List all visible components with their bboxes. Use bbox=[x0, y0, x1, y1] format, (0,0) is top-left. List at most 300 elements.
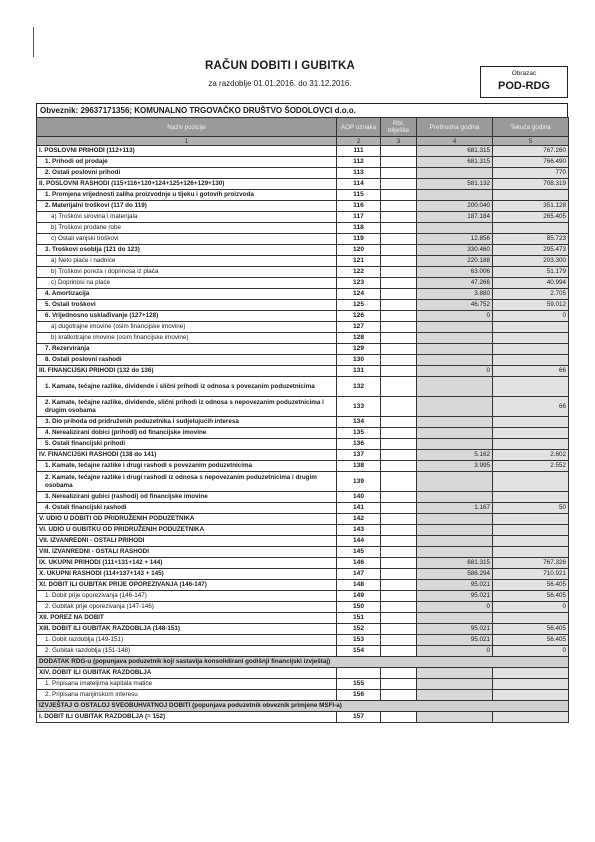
aop-code: 150 bbox=[337, 602, 381, 613]
table-row bbox=[37, 397, 569, 417]
position-name: I. DOBIT ILI GUBITAK RAZDOBLJA (= 152) bbox=[37, 712, 337, 723]
position-name: VIII. IZVANREDNI - OSTALI RASHODI bbox=[37, 547, 337, 558]
note-ref bbox=[381, 157, 417, 168]
current-year-value: 66 bbox=[493, 366, 569, 377]
table-row bbox=[37, 525, 569, 536]
position-name: 1. Promjena vrijednosti zaliha proizvodnje u tijeku i gotovih proizvoda bbox=[37, 190, 337, 201]
position-name: b) Troškovi poreza i doprinosa iz plaća bbox=[37, 267, 337, 278]
prior-year-value: 187.184 bbox=[417, 212, 493, 223]
prior-year-value: 3.880 bbox=[417, 289, 493, 300]
current-year-value: 767.260 bbox=[493, 146, 569, 157]
table-row bbox=[37, 428, 569, 439]
aop-code: 133 bbox=[337, 397, 381, 417]
aop-code: 129 bbox=[337, 344, 381, 355]
position-name: 4. Amortizacija bbox=[37, 289, 337, 300]
table-row bbox=[37, 668, 569, 679]
position-name: V. UDIO U DOBITI OD PRIDRUŽENIH PODUZETNIKA bbox=[37, 514, 337, 525]
current-year-value: 2.602 bbox=[493, 450, 569, 461]
note-ref bbox=[381, 450, 417, 461]
position-name: a) Neto plaće i nadnice bbox=[37, 256, 337, 267]
note-ref bbox=[381, 503, 417, 514]
table-row bbox=[37, 212, 569, 223]
current-year-value: 51.179 bbox=[493, 267, 569, 278]
note-ref bbox=[381, 397, 417, 417]
table-row bbox=[37, 179, 569, 190]
aop-code: 120 bbox=[337, 245, 381, 256]
col-index: 4 bbox=[417, 137, 493, 146]
position-name: 1. Kamate, tečajne razlike i drugi rashodi s povezanim poduzetnicima bbox=[37, 461, 337, 472]
aop-code: 135 bbox=[337, 428, 381, 439]
aop-code: 156 bbox=[337, 690, 381, 701]
position-name: 2. Kamate, tečajne razlike i drugi rashodi iz odnosa s nepovezanim poduzetnicima i drugim osobama bbox=[37, 472, 337, 492]
prior-year-value: 63.006 bbox=[417, 267, 493, 278]
current-year-value bbox=[493, 613, 569, 624]
aop-code: 117 bbox=[337, 212, 381, 223]
note-ref bbox=[381, 428, 417, 439]
table-row bbox=[37, 439, 569, 450]
note-ref bbox=[381, 602, 417, 613]
table-row bbox=[37, 146, 569, 157]
aop-code: 143 bbox=[337, 525, 381, 536]
note-ref bbox=[381, 492, 417, 503]
table-row bbox=[37, 461, 569, 472]
table-row bbox=[37, 635, 569, 646]
position-name: VI. UDIO U GUBITKU OD PRIDRUŽENIH PODUZETNIKA bbox=[37, 525, 337, 536]
prior-year-value bbox=[417, 547, 493, 558]
prior-year-value: 681.315 bbox=[417, 558, 493, 569]
current-year-value: 265.405 bbox=[493, 212, 569, 223]
position-name: IV. FINANCIJSKI RASHODI (138 do 141) bbox=[37, 450, 337, 461]
current-year-value: 767.326 bbox=[493, 558, 569, 569]
aop-code: 128 bbox=[337, 333, 381, 344]
prior-year-value bbox=[417, 190, 493, 201]
current-year-value: 295.473 bbox=[493, 245, 569, 256]
note-ref bbox=[381, 245, 417, 256]
current-year-value: 2.705 bbox=[493, 289, 569, 300]
col-header-naziv: Naziv pozicije bbox=[37, 118, 337, 137]
table-row bbox=[37, 366, 569, 377]
aop-code: 145 bbox=[337, 547, 381, 558]
aop-code: 140 bbox=[337, 492, 381, 503]
note-ref bbox=[381, 613, 417, 624]
note-ref bbox=[381, 525, 417, 536]
table-row bbox=[37, 256, 569, 267]
section-title: IZVJEŠTAJ O OSTALOJ SVEOBUHVATNOJ DOBITI (popunjava poduzetnik obveznik primjene MSFI-a) bbox=[37, 701, 569, 712]
aop-code bbox=[337, 668, 381, 679]
col-header-prethodna: Prethodna godina bbox=[417, 118, 493, 137]
note-ref bbox=[381, 179, 417, 190]
current-year-value: 0 bbox=[493, 602, 569, 613]
prior-year-value bbox=[417, 344, 493, 355]
note-ref bbox=[381, 322, 417, 333]
prior-year-value: 95.021 bbox=[417, 591, 493, 602]
position-name: b) kratkotrajne imovine (osim financijske imovine) bbox=[37, 333, 337, 344]
column-index-row bbox=[37, 137, 569, 146]
note-ref bbox=[381, 311, 417, 322]
position-name: 3. Troškovi osoblja (121 do 123) bbox=[37, 245, 337, 256]
table-row bbox=[37, 168, 569, 179]
aop-code: 124 bbox=[337, 289, 381, 300]
section-row bbox=[37, 657, 569, 668]
prior-year-value bbox=[417, 333, 493, 344]
prior-year-value: 681.315 bbox=[417, 146, 493, 157]
table-row bbox=[37, 602, 569, 613]
prior-year-value: 200.040 bbox=[417, 201, 493, 212]
note-ref bbox=[381, 461, 417, 472]
position-name: XIII. DOBIT ILI GUBITAK RAZDOBLJA (148-151) bbox=[37, 624, 337, 635]
position-name: c) Doprinosi na plaće bbox=[37, 278, 337, 289]
table-row bbox=[37, 190, 569, 201]
current-year-value bbox=[493, 322, 569, 333]
note-ref bbox=[381, 679, 417, 690]
note-ref bbox=[381, 624, 417, 635]
aop-code: 115 bbox=[337, 190, 381, 201]
prior-year-value: 46.752 bbox=[417, 300, 493, 311]
form-code: POD-RDG bbox=[498, 80, 550, 92]
table-row bbox=[37, 417, 569, 428]
prior-year-value: 220.188 bbox=[417, 256, 493, 267]
table-row bbox=[37, 472, 569, 492]
prior-year-value bbox=[417, 355, 493, 366]
col-index: 3 bbox=[381, 137, 417, 146]
prior-year-value bbox=[417, 690, 493, 701]
prior-year-value bbox=[417, 679, 493, 690]
position-name: 3. Nerealizirani gubici (rashodi) od financijske imovine bbox=[37, 492, 337, 503]
note-ref bbox=[381, 417, 417, 428]
aop-code: 111 bbox=[337, 146, 381, 157]
col-index: 5 bbox=[493, 137, 569, 146]
current-year-value: 66 bbox=[493, 397, 569, 417]
prior-year-value: 95.021 bbox=[417, 580, 493, 591]
table-row bbox=[37, 503, 569, 514]
position-name: X. UKUPNI RASHODI (114+137+143 + 145) bbox=[37, 569, 337, 580]
current-year-value bbox=[493, 679, 569, 690]
table-row bbox=[37, 690, 569, 701]
current-year-value bbox=[493, 536, 569, 547]
prior-year-value: 586.294 bbox=[417, 569, 493, 580]
position-name: 6. Vrijednosno usklađivanje (127+128) bbox=[37, 311, 337, 322]
prior-year-value: 0 bbox=[417, 602, 493, 613]
table-row bbox=[37, 234, 569, 245]
prior-year-value: 0 bbox=[417, 311, 493, 322]
note-ref bbox=[381, 256, 417, 267]
aop-code: 113 bbox=[337, 168, 381, 179]
prior-year-value: 330.460 bbox=[417, 245, 493, 256]
current-year-value bbox=[493, 377, 569, 397]
table-row bbox=[37, 591, 569, 602]
note-ref bbox=[381, 333, 417, 344]
prior-year-value bbox=[417, 439, 493, 450]
note-ref bbox=[381, 668, 417, 679]
table-row bbox=[37, 646, 569, 657]
note-ref bbox=[381, 591, 417, 602]
aop-code: 119 bbox=[337, 234, 381, 245]
position-name: 1. Dobit razdoblja (149-151) bbox=[37, 635, 337, 646]
aop-code: 147 bbox=[337, 569, 381, 580]
position-name: 2. Gubitak prije oporezivanja (147-146) bbox=[37, 602, 337, 613]
aop-code: 134 bbox=[337, 417, 381, 428]
aop-code: 116 bbox=[337, 201, 381, 212]
table-row bbox=[37, 377, 569, 397]
note-ref bbox=[381, 366, 417, 377]
position-name: 3. Dio prihoda od pridruženih poduzetnika i sudjelujućih interesa bbox=[37, 417, 337, 428]
table-row bbox=[37, 679, 569, 690]
position-name: 1. Prihodi od prodaje bbox=[37, 157, 337, 168]
note-ref bbox=[381, 344, 417, 355]
position-name: 5. Ostali financijski prihodi bbox=[37, 439, 337, 450]
current-year-value: 59.012 bbox=[493, 300, 569, 311]
prior-year-value: 681.315 bbox=[417, 157, 493, 168]
prior-year-value bbox=[417, 536, 493, 547]
current-year-value: 50 bbox=[493, 503, 569, 514]
note-ref bbox=[381, 580, 417, 591]
note-ref bbox=[381, 289, 417, 300]
aop-code: 157 bbox=[337, 712, 381, 723]
prior-year-value bbox=[417, 472, 493, 492]
table-row bbox=[37, 267, 569, 278]
col-header-biljeska: Rbr. bilješke bbox=[381, 118, 417, 137]
position-name: a) dugotrajne imovine (osim financijske imovine) bbox=[37, 322, 337, 333]
current-year-value bbox=[493, 344, 569, 355]
note-ref bbox=[381, 190, 417, 201]
aop-code: 132 bbox=[337, 377, 381, 397]
prior-year-value bbox=[417, 525, 493, 536]
section-title: DODATAK RDG-u (popunjava poduzetnik koji sastavlja konsolidirani godišnji financijski izvještaj) bbox=[37, 657, 569, 668]
aop-code: 141 bbox=[337, 503, 381, 514]
aop-code: 118 bbox=[337, 223, 381, 234]
aop-code: 142 bbox=[337, 514, 381, 525]
table-row bbox=[37, 278, 569, 289]
position-name: VII. IZVANREDNI - OSTALI PRIHODI bbox=[37, 536, 337, 547]
prior-year-value: 12.856 bbox=[417, 234, 493, 245]
table-row bbox=[37, 289, 569, 300]
table-row bbox=[37, 558, 569, 569]
note-ref bbox=[381, 201, 417, 212]
table-row bbox=[37, 223, 569, 234]
table-row bbox=[37, 624, 569, 635]
current-year-value: 40.994 bbox=[493, 278, 569, 289]
current-year-value bbox=[493, 439, 569, 450]
position-name: b) Troškovi prodane robe bbox=[37, 223, 337, 234]
current-year-value: 708.319 bbox=[493, 179, 569, 190]
prior-year-value bbox=[417, 322, 493, 333]
position-name: 2. Kamate, tečajne razlike, dividende, slični prihodi iz odnosa s nepovezanim poduzetnicima i drugim osobama bbox=[37, 397, 337, 417]
current-year-value: 710.921 bbox=[493, 569, 569, 580]
table-row bbox=[37, 613, 569, 624]
current-year-value: 0 bbox=[493, 646, 569, 657]
prior-year-value bbox=[417, 397, 493, 417]
position-name: 7. Rezerviranja bbox=[37, 344, 337, 355]
current-year-value bbox=[493, 525, 569, 536]
current-year-value bbox=[493, 712, 569, 723]
prior-year-value: 3.995 bbox=[417, 461, 493, 472]
position-name: 4. Nerealizirani dobici (prihodi) od financijske imovine bbox=[37, 428, 337, 439]
table-row bbox=[37, 355, 569, 366]
current-year-value: 85.723 bbox=[493, 234, 569, 245]
position-name: XIV. DOBIT ILI GUBITAK RAZDOBLJA bbox=[37, 668, 337, 679]
prior-year-value bbox=[417, 514, 493, 525]
position-name: 2. Ostali poslovni prihodi bbox=[37, 168, 337, 179]
report-period: za razdoblje 01.01.2016. do 31.12.2016. bbox=[208, 79, 352, 88]
current-year-value bbox=[493, 472, 569, 492]
taxpayer-line: Obveznik: 29637171356; KOMUNALNO TRGOVAČKO DRUŠTVO ŠODOLOVCI d.o.o. bbox=[36, 103, 568, 117]
position-name: 4. Ostali financijski rashodi bbox=[37, 503, 337, 514]
current-year-value: 351.128 bbox=[493, 201, 569, 212]
position-name: XII. POREZ NA DOBIT bbox=[37, 613, 337, 624]
current-year-value: 2.552 bbox=[493, 461, 569, 472]
note-ref bbox=[381, 712, 417, 723]
table-row bbox=[37, 157, 569, 168]
current-year-value: 56.405 bbox=[493, 580, 569, 591]
current-year-value bbox=[493, 190, 569, 201]
current-year-value: 56.405 bbox=[493, 635, 569, 646]
aop-code: 146 bbox=[337, 558, 381, 569]
note-ref bbox=[381, 377, 417, 397]
current-year-value bbox=[493, 492, 569, 503]
table-row bbox=[37, 580, 569, 591]
aop-code: 154 bbox=[337, 646, 381, 657]
prior-year-value: 0 bbox=[417, 366, 493, 377]
current-year-value bbox=[493, 428, 569, 439]
form-code-box bbox=[480, 66, 568, 98]
col-header-aop: AOP oznaka bbox=[337, 118, 381, 137]
table-row bbox=[37, 201, 569, 212]
current-year-value bbox=[493, 547, 569, 558]
note-ref bbox=[381, 646, 417, 657]
position-name: 8. Ostali poslovni rashodi bbox=[37, 355, 337, 366]
aop-code: 155 bbox=[337, 679, 381, 690]
prior-year-value: 5.162 bbox=[417, 450, 493, 461]
position-name: XI. DOBIT ILI GUBITAK PRIJE OPOREZIVANJA (146-147) bbox=[37, 580, 337, 591]
note-ref bbox=[381, 234, 417, 245]
note-ref bbox=[381, 278, 417, 289]
aop-code: 138 bbox=[337, 461, 381, 472]
prior-year-value bbox=[417, 613, 493, 624]
aop-code: 152 bbox=[337, 624, 381, 635]
current-year-value bbox=[493, 333, 569, 344]
aop-code: 125 bbox=[337, 300, 381, 311]
prior-year-value: 95.021 bbox=[417, 635, 493, 646]
aop-code: 136 bbox=[337, 439, 381, 450]
col-index: 1 bbox=[37, 137, 337, 146]
table-row bbox=[37, 322, 569, 333]
note-ref bbox=[381, 439, 417, 450]
table-row bbox=[37, 514, 569, 525]
current-year-value bbox=[493, 690, 569, 701]
current-year-value bbox=[493, 355, 569, 366]
prior-year-value bbox=[417, 428, 493, 439]
position-name: 2. Gubitak razdoblja (151-148) bbox=[37, 646, 337, 657]
prior-year-value bbox=[417, 417, 493, 428]
prior-year-value bbox=[417, 712, 493, 723]
aop-code: 148 bbox=[337, 580, 381, 591]
prior-year-value: 95.021 bbox=[417, 624, 493, 635]
position-name: IX. UKUPNI PRIHODI (111+131+142 + 144) bbox=[37, 558, 337, 569]
table-row bbox=[37, 547, 569, 558]
position-name: 1. Kamate, tečajne razlike, dividende i slični prihodi iz odnosa s povezanim poduzetnicima bbox=[37, 377, 337, 397]
prior-year-value: 581.132 bbox=[417, 179, 493, 190]
aop-code: 123 bbox=[337, 278, 381, 289]
aop-code: 131 bbox=[337, 366, 381, 377]
aop-code: 153 bbox=[337, 635, 381, 646]
note-ref bbox=[381, 547, 417, 558]
note-ref bbox=[381, 690, 417, 701]
aop-code: 137 bbox=[337, 450, 381, 461]
page-title: RAČUN DOBITI I GUBITKA bbox=[204, 60, 356, 72]
col-index: 2 bbox=[337, 137, 381, 146]
note-ref bbox=[381, 300, 417, 311]
aop-code: 144 bbox=[337, 536, 381, 547]
col-header-tekuca: Tekuća godina bbox=[493, 118, 569, 137]
table-row bbox=[37, 536, 569, 547]
current-year-value bbox=[493, 417, 569, 428]
aop-code: 139 bbox=[337, 472, 381, 492]
aop-code: 121 bbox=[337, 256, 381, 267]
current-year-value: 56.405 bbox=[493, 591, 569, 602]
table-header-row bbox=[37, 118, 569, 137]
table-row bbox=[37, 344, 569, 355]
current-year-value: 56.405 bbox=[493, 624, 569, 635]
income-statement-table bbox=[36, 117, 569, 723]
note-ref bbox=[381, 146, 417, 157]
position-name: 2. Materijalni troškovi (117 do 119) bbox=[37, 201, 337, 212]
position-name: 1. Dobit prije oporezivanja (146-147) bbox=[37, 591, 337, 602]
current-year-value: 770 bbox=[493, 168, 569, 179]
prior-year-value: 1.167 bbox=[417, 503, 493, 514]
table-row bbox=[37, 492, 569, 503]
note-ref bbox=[381, 569, 417, 580]
note-ref bbox=[381, 212, 417, 223]
aop-code: 130 bbox=[337, 355, 381, 366]
note-ref bbox=[381, 472, 417, 492]
note-ref bbox=[381, 223, 417, 234]
position-name: II. POSLOVNI RASHODI (115+116+120+124+125+126+129+130) bbox=[37, 179, 337, 190]
table-row bbox=[37, 712, 569, 723]
aop-code: 122 bbox=[337, 267, 381, 278]
prior-year-value bbox=[417, 668, 493, 679]
table-row bbox=[37, 333, 569, 344]
form-label: Obrazac bbox=[511, 70, 537, 77]
position-name: c) Ostali vanjski troškovi bbox=[37, 234, 337, 245]
scan-edge-mark bbox=[33, 27, 34, 57]
note-ref bbox=[381, 168, 417, 179]
aop-code: 112 bbox=[337, 157, 381, 168]
prior-year-value bbox=[417, 377, 493, 397]
position-name: III. FINANCIJSKI PRIHODI (132 do 136) bbox=[37, 366, 337, 377]
table-row bbox=[37, 311, 569, 322]
current-year-value bbox=[493, 223, 569, 234]
table-row bbox=[37, 300, 569, 311]
table-row bbox=[37, 245, 569, 256]
position-name: 2. Pripisana manjinskom interesu bbox=[37, 690, 337, 701]
current-year-value bbox=[493, 668, 569, 679]
prior-year-value bbox=[417, 168, 493, 179]
prior-year-value bbox=[417, 223, 493, 234]
position-name: 5. Ostali troškovi bbox=[37, 300, 337, 311]
position-name: I. POSLOVNI PRIHODI (112+113) bbox=[37, 146, 337, 157]
note-ref bbox=[381, 514, 417, 525]
table-row bbox=[37, 569, 569, 580]
aop-code: 151 bbox=[337, 613, 381, 624]
table-row bbox=[37, 450, 569, 461]
position-name: 1. Pripisana imateljima kapitala matice bbox=[37, 679, 337, 690]
aop-code: 127 bbox=[337, 322, 381, 333]
current-year-value bbox=[493, 514, 569, 525]
prior-year-value: 47.266 bbox=[417, 278, 493, 289]
aop-code: 126 bbox=[337, 311, 381, 322]
position-name: a) Troškovi sirovina i materijala bbox=[37, 212, 337, 223]
prior-year-value bbox=[417, 492, 493, 503]
